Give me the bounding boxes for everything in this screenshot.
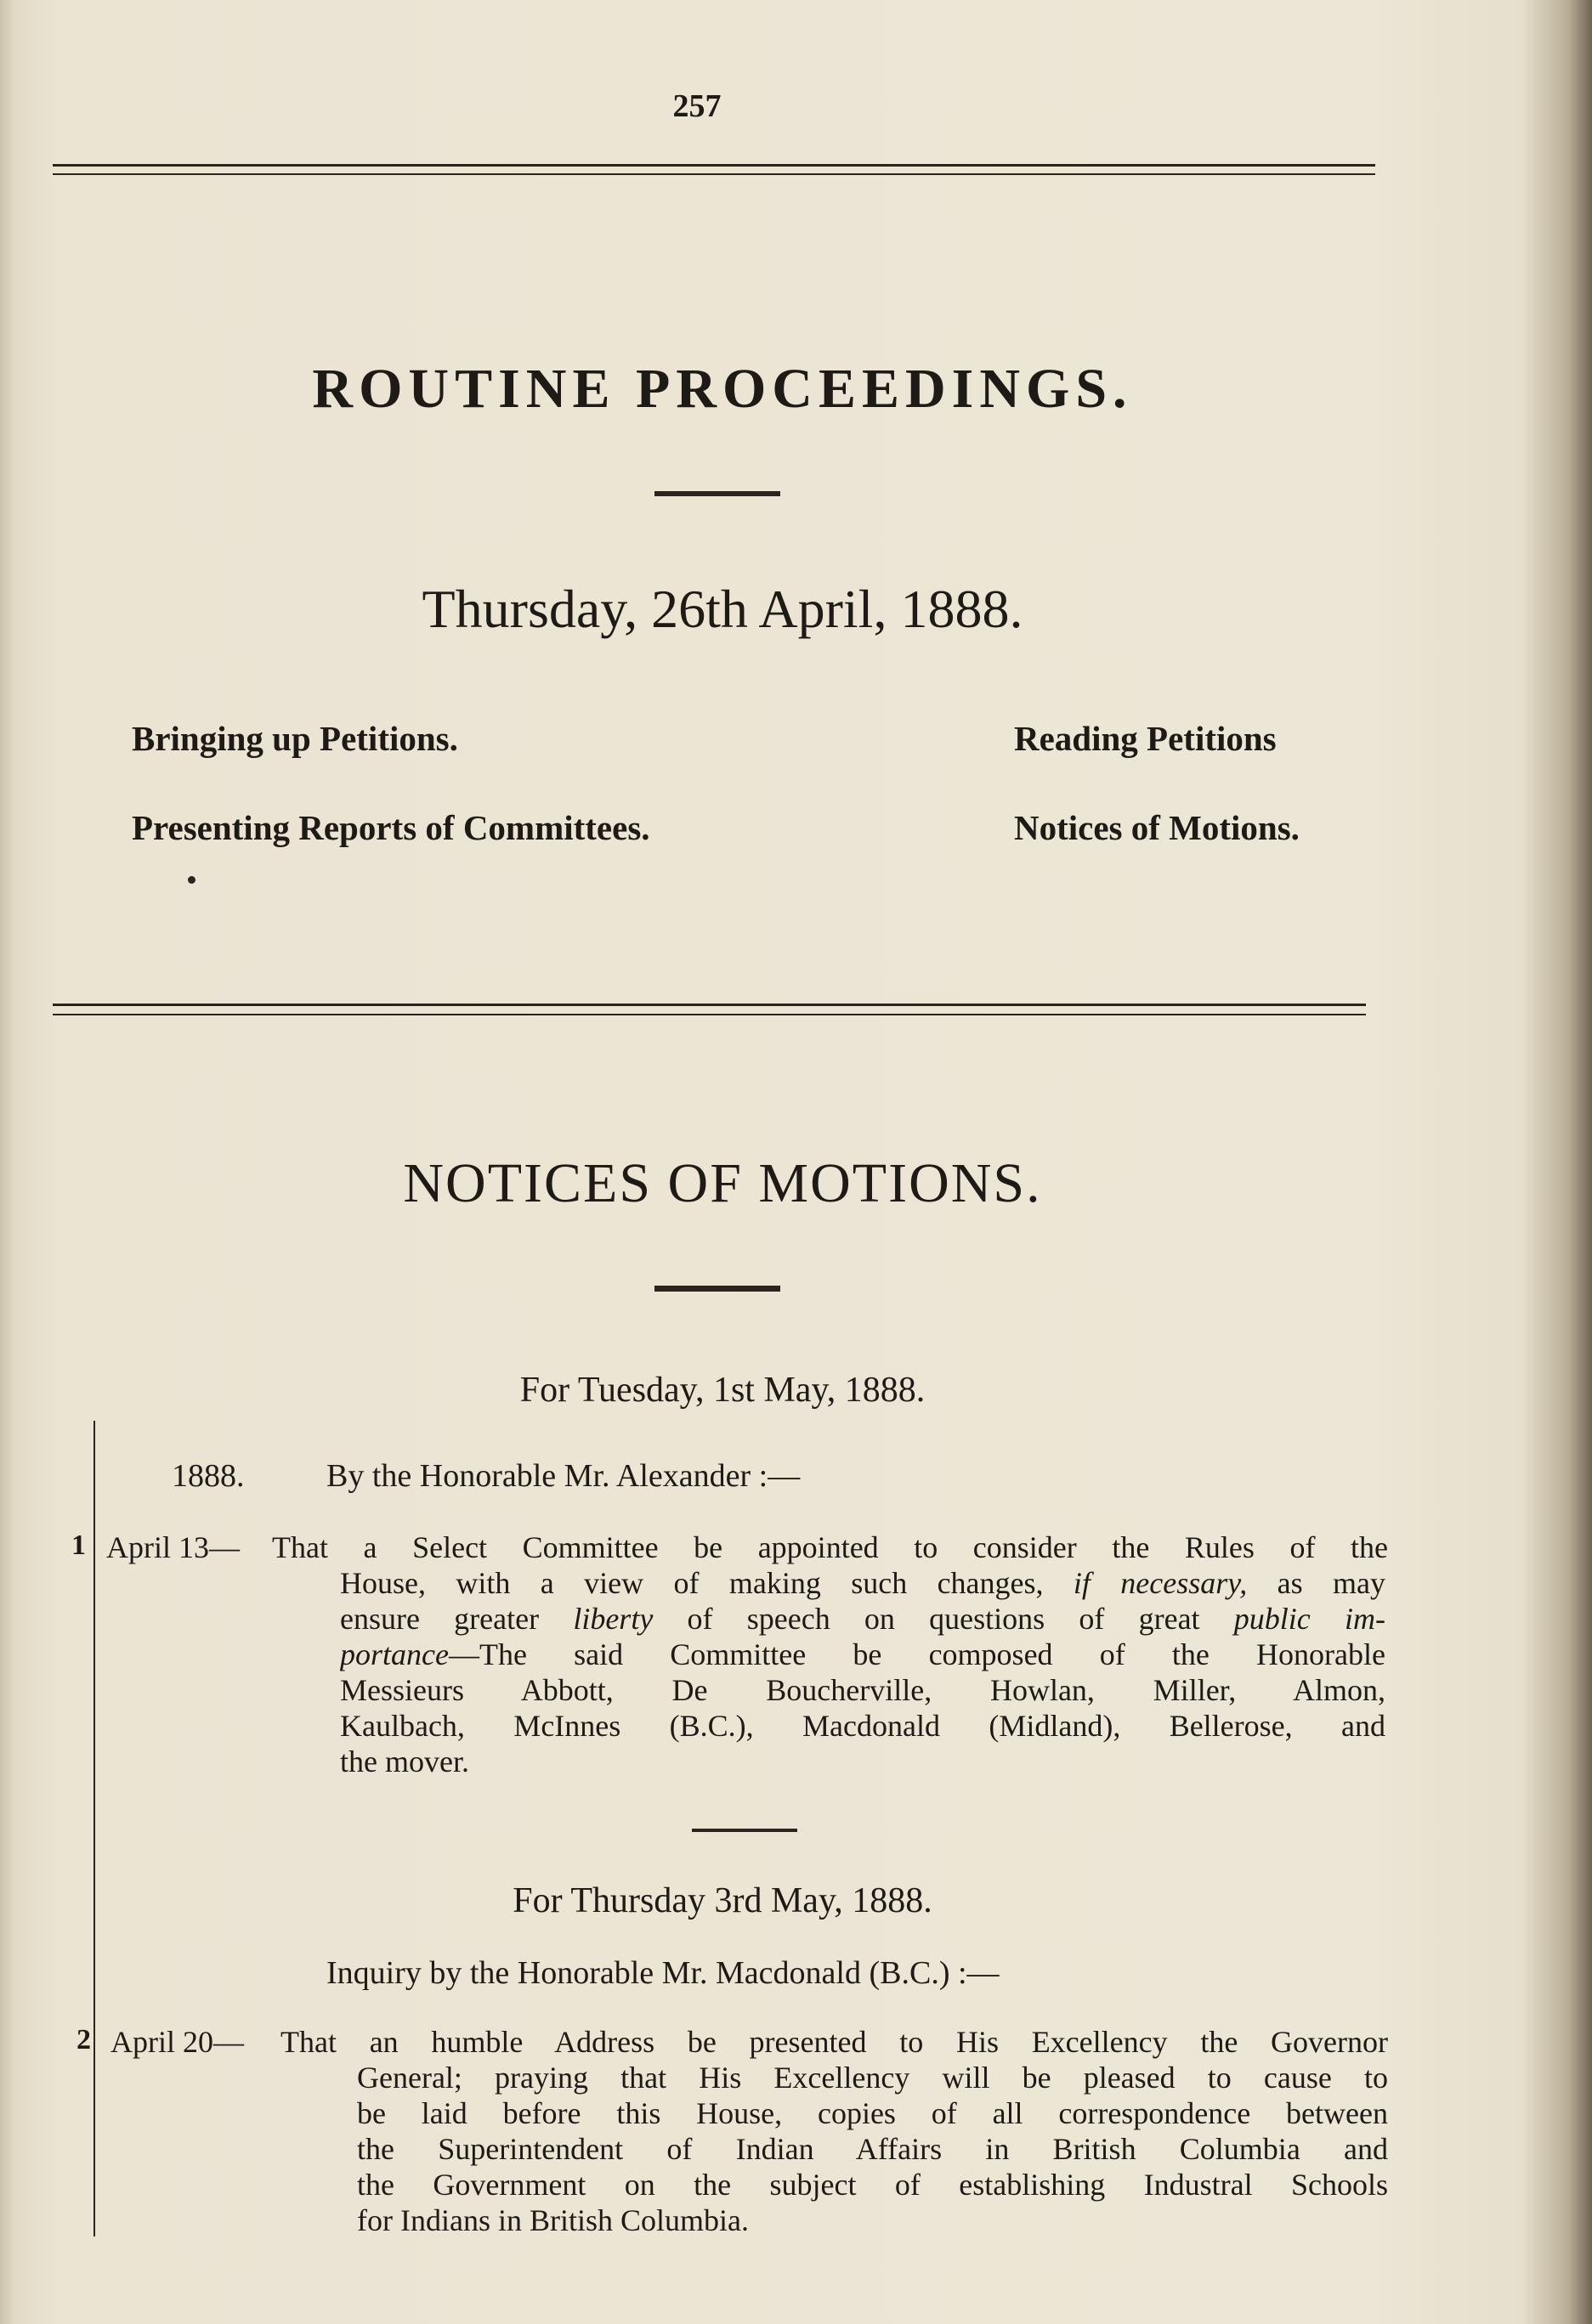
notice-1-line-4 [340,1637,1385,1672]
top-rule-upper [53,164,1375,167]
notice-2-line-5: the Government on the subject of establishing Industral Schools [357,2168,1388,2202]
notice-divider [692,1829,797,1832]
notice-2-line-4: the Superintendent of Indian Affairs in British Columbia and [357,2132,1388,2166]
routine-item-reading-petitions: Reading Petitions [1014,719,1277,758]
notice-1-emphasis-public-im: public im- [1233,1602,1385,1636]
notice-1-line-2-text: House, with a view of making such changes, [340,1566,1074,1600]
notice-1-line-3 [340,1601,1385,1637]
page-number: 257 [672,88,722,124]
routine-item-notices-of-motions: Notices of Motions. [1014,808,1300,847]
notice-1-line-2-end: as may [1247,1566,1385,1600]
middle-rule-upper [53,1004,1366,1006]
notice-1-line-4-text: —The said Committee be composed of the Honorable [448,1637,1385,1671]
notice-2-line-6: for Indians in British Columbia. [357,2203,749,2237]
notice-1-line-7: the mover. [340,1744,469,1778]
notice-2-number: 2 [76,2024,91,2055]
notice-1-emphasis-if-necessary: if necessary, [1073,1566,1248,1600]
date-heading: Thursday, 26th April, 1888. [422,579,1023,639]
section-divider [654,1286,780,1292]
notice-1-line-2 [340,1565,1385,1601]
margin-line [93,1421,95,2236]
notice-1-emphasis-liberty: liberty [573,1602,654,1636]
notice-2-inquiry: Inquiry by the Honorable Mr. Macdonald (B.C.) :— [326,1955,1000,1991]
notice-2-line-1: That an humble Address be presented to His Excellency the Governor [280,2025,1388,2059]
section-title: NOTICES OF MOTIONS. [403,1152,1042,1214]
notice-1-heading: For Tuesday, 1st May, 1888. [519,1371,926,1410]
routine-item-bringing-up-petitions: Bringing up Petitions. [132,719,458,758]
notice-2-heading: For Thursday 3rd May, 1888. [513,1881,932,1920]
notice-1-mover: By the Honorable Mr. Alexander :— [326,1458,801,1494]
notice-1-line-6: Kaulbach, McInnes (B.C.), Macdonald (Midland), Bellerose, and [340,1709,1385,1743]
routine-item-presenting-reports: Presenting Reports of Committees. [132,808,650,847]
notice-2-line-3: be laid before this House, copies of all correspondence between [357,2096,1388,2130]
title-divider [654,491,780,496]
notice-1-number: 1 [71,1530,86,1561]
notice-1-line-3-mid: of speech on questions of great [653,1602,1234,1636]
notice-1-line-1: That a Select Committee be appointed to consider the Rules of the [272,1530,1388,1564]
top-rule-lower [53,173,1375,175]
notice-2-date: April 20— [110,2025,244,2059]
main-title: ROUTINE PROCEEDINGS. [312,358,1133,420]
notice-1-line-5: Messieurs Abbott, De Boucherville, Howlan, Miller, Almon, [340,1673,1385,1707]
notice-1-line-3-text: ensure greater [340,1602,574,1636]
middle-rule-lower [53,1014,1366,1015]
notice-2-line-2: General; praying that His Excellency will be pleased to cause to [357,2061,1388,2095]
stray-dot [188,876,195,884]
notice-1-date: April 13— [106,1530,240,1564]
notice-1-emphasis-portance: portance [340,1637,449,1671]
notice-1-year: 1888. [172,1458,245,1494]
